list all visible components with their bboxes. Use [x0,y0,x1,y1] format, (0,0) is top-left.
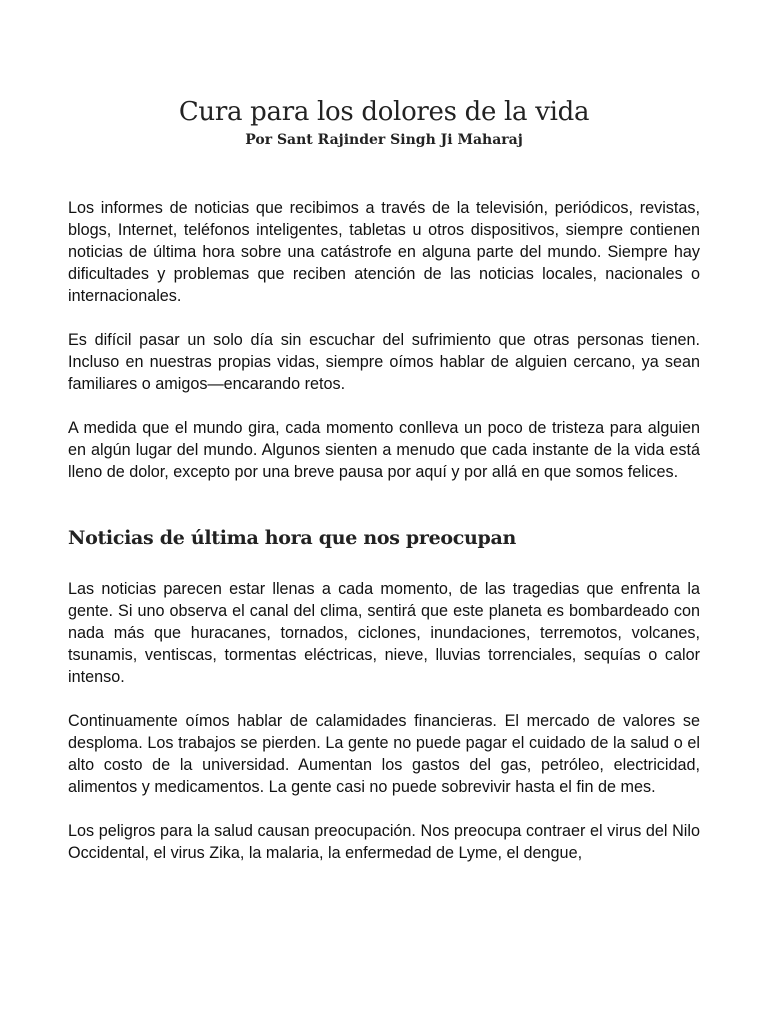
paragraph: A medida que el mundo gira, cada momento conlleva un poco de tristeza para alguien en algún lugar del mundo. Algunos sienten a menudo que cada instante de la vida está lleno de dolor, excepto por una breve pausa por aquí y por allá en que somos felices. [68,419,700,481]
paragraph: Es difícil pasar un solo día sin escuchar del sufrimiento que otras personas tienen. Incluso en nuestras propias vidas, siempre oímos hablar de alguien cercano, ya sean familiares o amigos—encarando retos. [68,331,700,393]
paragraph: Continuamente oímos hablar de calamidades financieras. El mercado de valores se desploma. Los trabajos se pierden. La gente no puede pagar el cuidado de la salud o el alto costo de la universidad. Aumentan los gastos del gas, petróleo, electricidad, alimentos y medicamentos. La gente casi no puede sobrevivir hasta el fin de mes. [68,712,700,796]
section-heading: Noticias de última hora que nos preocupan [68,527,517,549]
document-page [68,96,700,864]
paragraph: Las noticias parecen estar llenas a cada momento, de las tragedias que enfrenta la gente. Si uno observa el canal del clima, sentirá que este planeta es bombardeado con nada más que huracanes, tornados, ciclones, inundaciones, terremotos, volcanes, tsunamis, ventiscas, tormentas eléctricas, nieve, lluvias torrenciales, sequías o calor intenso. [68,580,700,686]
document-author: Por Sant Rajinder Singh Ji Maharaj [245,132,523,148]
paragraph: Los informes de noticias que recibimos a través de la televisión, periódicos, revistas, blogs, Internet, teléfonos inteligentes, tabletas u otros dispositivos, siempre contienen noticias de última hora sobre una catástrofe en alguna parte del mundo. Siempre hay dificultades y problemas que reciben atención de las noticias locales, nacionales o internacionales. [68,199,700,305]
paragraph: Los peligros para la salud causan preocupación. Nos preocupa contraer el virus del Nilo Occidental, el virus Zika, la malaria, la enfermedad de Lyme, el dengue, [68,822,700,862]
document-title: Cura para los dolores de la vida [178,97,590,127]
